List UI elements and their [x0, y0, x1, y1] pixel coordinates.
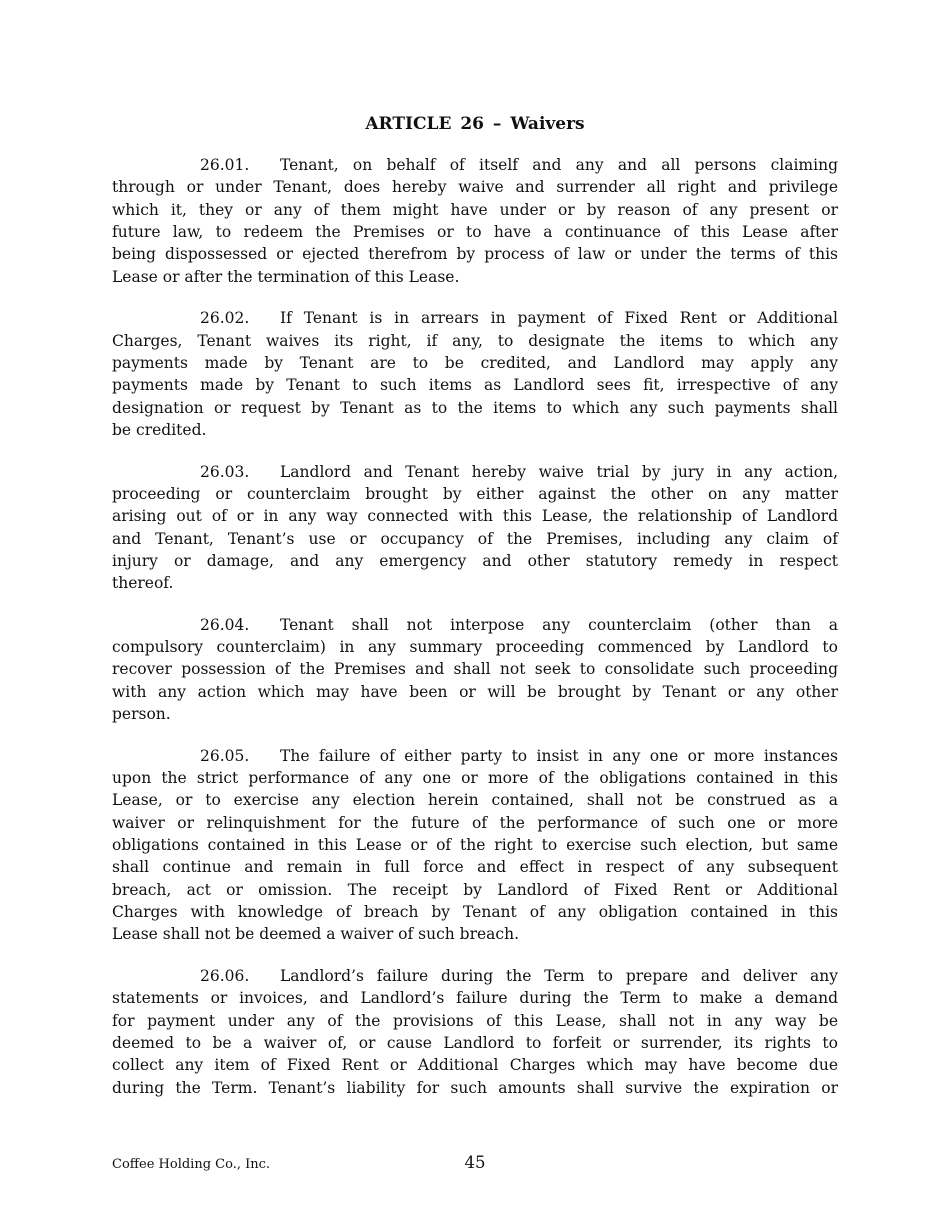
paragraph-line: Lease shall not be deemed a waiver of such breach. [112, 925, 520, 944]
paragraph-line: recover possession of the Premises and shall not seek to consolidate such proceeding [112, 660, 838, 679]
paragraph-line: Charges, Tenant waives its right, if any, to designate the items to which any [112, 331, 838, 350]
paragraph-first-line [200, 307, 838, 329]
paragraph-line: during the Term. Tenant’s liability for such amounts shall survive the expiration or [112, 1078, 838, 1097]
paragraph-line: Tenant, on behalf of itself and any and all persons claiming [280, 156, 838, 174]
paragraph-first-line [200, 614, 838, 636]
paragraph-line: injury or damage, and any emergency and other statutory remedy in respect [112, 551, 838, 570]
paragraph-line: with any action which may have been or will be brought by Tenant or any other [112, 682, 838, 701]
paragraph-number: 26.06. [200, 966, 250, 985]
paragraph-line: Landlord’s failure during the Term to prepare and deliver any [280, 966, 838, 985]
paragraph-line: If Tenant is in arrears in payment of Fixed Rent or Additional [280, 309, 838, 328]
paragraph-26-06 [112, 965, 838, 1099]
paragraph-line: be credited. [112, 420, 207, 439]
paragraph-first-line [200, 965, 838, 987]
paragraph-number: 26.01. [200, 156, 250, 174]
paragraph-line: Landlord and Tenant hereby waive trial by jury in any action, [280, 462, 838, 481]
paragraph-number: 26.05. [200, 746, 250, 765]
paragraph-26-04 [112, 614, 838, 726]
paragraph-line: and Tenant, Tenant’s use or occupancy of the Premises, including any claim of [112, 529, 838, 548]
paragraph-line: which it, they or any of them might have under or by reason of any present or [112, 200, 838, 219]
paragraph-line: being dispossessed or ejected therefrom by process of law or under the terms of this [112, 245, 838, 264]
paragraph-line: shall continue and remain in full force and effect in respect of any subsequent [112, 858, 838, 877]
paragraph-line: through or under Tenant, does hereby waive and surrender all right and privilege [112, 178, 838, 197]
paragraph-line: designation or request by Tenant as to the items to which any such payments shall [112, 398, 838, 417]
paragraph-line: upon the strict performance of any one or more of the obligations contained in this [112, 769, 838, 787]
article-title: ARTICLE 26 – Waivers [365, 114, 585, 134]
paragraph-line: Lease, or to exercise any election herein contained, shall not be construed as a [112, 791, 838, 810]
paragraph-line: The failure of either party to insist in any one or more instances [280, 746, 838, 765]
paragraph-26-05 [112, 745, 838, 946]
paragraph-line: proceeding or counterclaim brought by either against the other on any matter [112, 484, 838, 503]
paragraph-line: compulsory counterclaim) in any summary proceeding commenced by Landlord to [112, 638, 838, 657]
paragraph-line: collect any item of Fixed Rent or Additional Charges which may have become due [112, 1056, 838, 1075]
paragraph-line: deemed to be a waiver of, or cause Landlord to forfeit or surrender, its rights to [112, 1033, 838, 1052]
paragraph-line: thereof. [112, 574, 174, 593]
paragraph-26-03 [112, 461, 838, 595]
paragraph-line: statements or invoices, and Landlord’s failure during the Term to make a demand [112, 989, 838, 1008]
paragraph-number: 26.03. [200, 462, 250, 481]
paragraph-line: obligations contained in this Lease or of the right to exercise such election, but same [112, 836, 838, 855]
paragraph-number: 26.04. [200, 615, 250, 634]
paragraph-line: arising out of or in any way connected with this Lease, the relationship of Landlord [112, 507, 838, 526]
footer-company-name: Coffee Holding Co., Inc. [112, 1157, 271, 1172]
paragraph-line: Tenant shall not interpose any counterclaim (other than a [280, 615, 838, 634]
paragraph-26-01 [112, 154, 838, 288]
document-body [112, 154, 838, 1118]
paragraph-line: for payment under any of the provisions of this Lease, shall not in any way be [112, 1011, 838, 1030]
paragraph-line: person. [112, 705, 171, 724]
paragraph-line: payments made by Tenant are to be credited, and Landlord may apply any [112, 353, 838, 372]
paragraph-first-line [200, 154, 838, 176]
paragraph-first-line [200, 461, 838, 483]
paragraph-line: future law, to redeem the Premises or to have a continuance of this Lease after [112, 223, 838, 242]
paragraph-line: Lease or after the termination of this Lease. [112, 267, 460, 286]
paragraph-line: payments made by Tenant to such items as Landlord sees fit, irrespective of any [112, 376, 838, 395]
paragraph-26-02 [112, 307, 838, 441]
paragraph-line: breach, act or omission. The receipt by Landlord of Fixed Rent or Additional [112, 880, 838, 899]
paragraph-number: 26.02. [200, 309, 250, 328]
paragraph-first-line [200, 745, 838, 767]
paragraph-line: waiver or relinquishment for the future of the performance of such one or more [112, 813, 838, 832]
paragraph-line: Charges with knowledge of breach by Tenant of any obligation contained in this [112, 903, 838, 922]
page-number: 45 [464, 1153, 486, 1172]
